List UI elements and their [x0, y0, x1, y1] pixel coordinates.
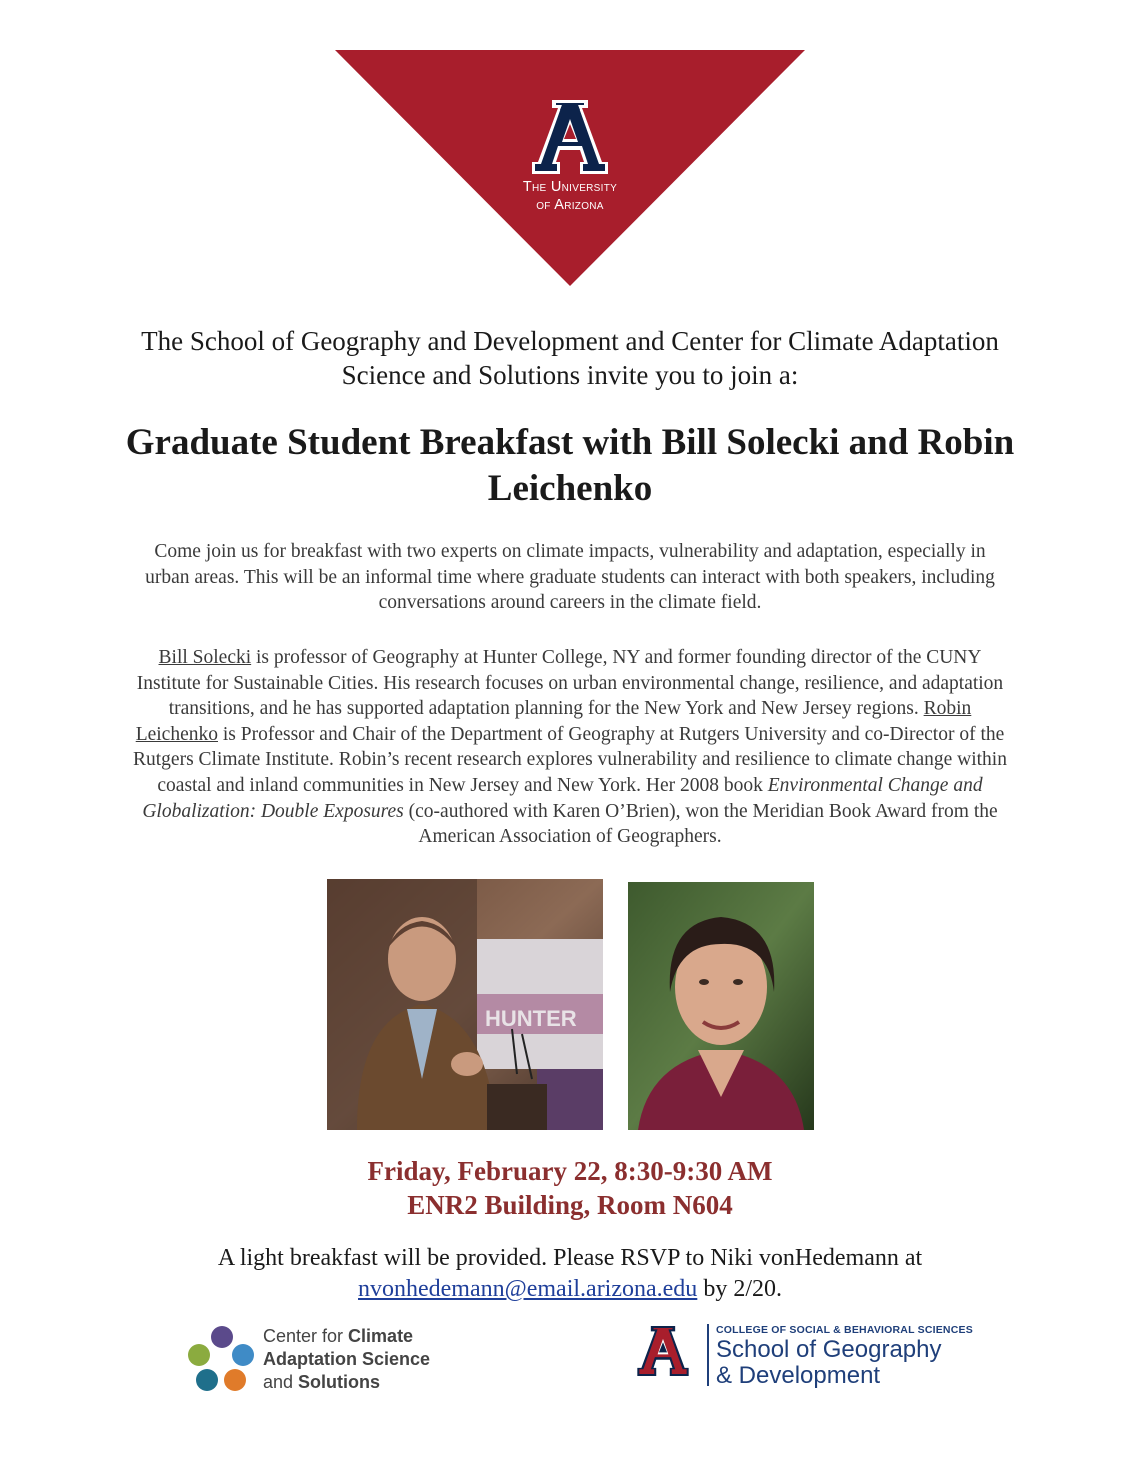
bio-line [55, 696, 1085, 722]
speaker-name-link[interactable]: Leichenko [135, 723, 218, 745]
svg-text:HUNTER: HUNTER [485, 1006, 577, 1031]
ccass-text: Adaptation Science [263, 1349, 431, 1369]
school-geography-logo [630, 1322, 973, 1392]
intro-line: Science and Solutions invite you to join a: [341, 360, 799, 390]
school-name [716, 1337, 941, 1389]
rsvp-email-link[interactable]: nvonhedemann@email.arizona.edu [358, 1276, 698, 1302]
bio-line [55, 799, 1085, 825]
bio-line [55, 773, 1085, 799]
bio-line: Institute for Sustainable Cities. His research focuses on urban environmental change, resilience, and adaptation [136, 672, 1004, 694]
brand-line-1: The University [522, 179, 618, 195]
brand-line-2: of Arizona [536, 197, 604, 213]
college-name: COLLEGE OF SOCIAL & BEHAVIORAL SCIENCES [716, 1324, 973, 1336]
speaker-name-link[interactable]: Robin [923, 698, 972, 720]
invitation-intro [60, 324, 1080, 392]
ccass-name [263, 1325, 430, 1394]
bio-line: Rutgers Climate Institute. Robin’s recent research explores vulnerability and resilience to climate change within [133, 749, 1007, 771]
description-line: conversations around careers in the climate field. [378, 592, 762, 613]
banner-triangle [335, 50, 805, 286]
university-banner [335, 50, 805, 286]
speaker-photo-leichenko [628, 882, 814, 1130]
ccass-text: and [263, 1372, 299, 1392]
title-line: Leichenko [487, 468, 653, 509]
event-title [40, 420, 1100, 512]
rsvp-line: A light breakfast will be provided. Please RSVP to Niki vonHedemann at [217, 1245, 923, 1271]
intro-line: The School of Geography and Development and Center for Climate Adaptation [141, 326, 999, 356]
ccass-logo [185, 1322, 475, 1394]
ccass-text: Solutions [298, 1372, 381, 1392]
speaker-photo-solecki [327, 879, 603, 1130]
rsvp-info [60, 1243, 1080, 1305]
event-description [60, 539, 1080, 616]
event-datetime: Friday, February 22, 8:30-9:30 AM [367, 1156, 773, 1186]
title-line: Graduate Student Breakfast with Bill Solecki and Robin [125, 422, 1015, 463]
bio-text: coastal and inland communities in New Jersey and New York. Her 2008 book [157, 774, 768, 796]
school-name-line: & Development [716, 1362, 881, 1389]
bio-line [55, 645, 1085, 671]
bio-line [55, 722, 1085, 748]
bio-text: transitions, and he has supported adaptation planning for the New York and New Jersey regions. [168, 698, 924, 720]
school-name-line: School of Geography [716, 1336, 942, 1363]
speaker-name-link[interactable]: Bill Solecki [158, 647, 252, 668]
ccass-dots-icon [185, 1322, 257, 1394]
rsvp-line [60, 1274, 1080, 1305]
logo-divider [707, 1324, 709, 1386]
description-line: urban areas. This will be an informal time where graduate students can interact with both speakers, including [145, 566, 995, 588]
event-details [0, 1154, 1140, 1222]
speaker-bios [55, 645, 1085, 850]
university-a-small-icon [630, 1326, 696, 1376]
ccass-text: Center for [263, 1326, 349, 1346]
bio-text: is Professor and Chair of the Department of Geography at Rutgers University and co-Director of the [218, 723, 1005, 745]
description-line: Come join us for breakfast with two experts on climate impacts, vulnerability and adaptation, especially in [154, 541, 986, 562]
bio-text: is professor of Geography at Hunter College, NY and former founding director of the CUNY [251, 647, 982, 668]
book-title: Environmental Change and [767, 774, 983, 796]
bio-text: (co-authored with Karen O’Brien), won the Meridian Book Award from the [403, 800, 998, 822]
book-title: Globalization: Double Exposures [142, 800, 404, 822]
rsvp-deadline: by 2/20. [697, 1276, 782, 1302]
ccass-text: Climate [348, 1326, 414, 1346]
event-location: ENR2 Building, Room N604 [407, 1190, 733, 1220]
bio-line: American Association of Geographers. [418, 826, 722, 848]
